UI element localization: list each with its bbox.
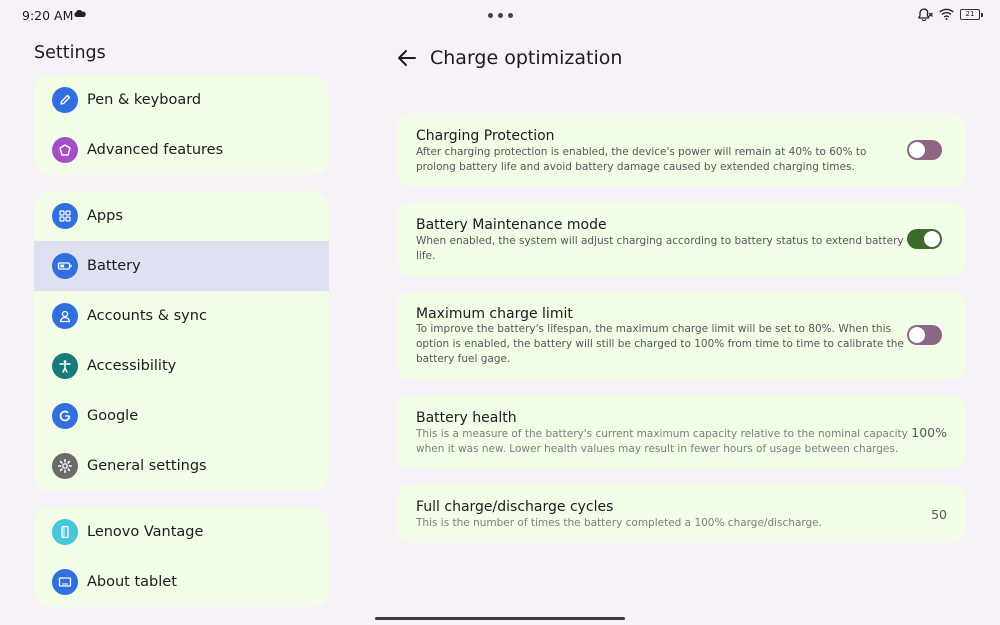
sidebar-item-lenovo-vantage[interactable]: [34, 507, 329, 557]
card-description: [416, 516, 822, 531]
card-description-line: prolong battery life and avoid battery damage caused by extended charging times.: [416, 161, 855, 173]
status-time: 9:20 AM: [22, 8, 74, 23]
sidebar-item-battery[interactable]: [34, 241, 329, 291]
status-icons: [917, 7, 980, 21]
sidebar-item-advanced-features[interactable]: [34, 125, 329, 175]
status-bar: [0, 0, 1000, 30]
sidebar-item-label: Google: [87, 408, 139, 424]
card-description-line: This is the number of times the battery completed a 100% charge/discharge.: [416, 517, 822, 529]
cloud-icon: [74, 10, 86, 17]
sidebar-item-apps[interactable]: [34, 191, 329, 241]
card-description-line: life.: [416, 250, 436, 262]
settings-group-1: [34, 75, 329, 175]
sidebar-title: Settings: [34, 43, 106, 63]
notifications-muted-icon: [917, 7, 933, 21]
sidebar-item-label: General settings: [87, 458, 207, 474]
battery-health-card: [397, 395, 966, 469]
sidebar-item-label: About tablet: [87, 574, 177, 590]
sidebar-item-google[interactable]: [34, 391, 329, 441]
sidebar-item-label: Lenovo Vantage: [87, 524, 204, 540]
sidebar-item-label: Battery: [87, 258, 141, 274]
advanced-icon: [52, 137, 78, 163]
settings-sidebar: [0, 30, 362, 625]
page-title: Charge optimization: [430, 47, 623, 69]
account-icon: [52, 303, 78, 329]
vantage-icon: [52, 519, 78, 545]
toggle-knob: [909, 142, 925, 158]
max-charge-limit-card[interactable]: [397, 291, 966, 380]
toggle-knob: [909, 327, 925, 343]
sidebar-item-pen-keyboard[interactable]: [34, 75, 329, 125]
back-arrow-icon[interactable]: [395, 46, 419, 70]
battery-icon: [52, 253, 78, 279]
charge-cycles-value: 50: [931, 507, 947, 522]
settings-group-2: [34, 191, 329, 491]
accessibility-icon: [52, 353, 78, 379]
sidebar-item-accounts-sync[interactable]: [34, 291, 329, 341]
gear-icon: [52, 453, 78, 479]
sidebar-item-general-settings[interactable]: [34, 441, 329, 491]
multitask-dots-icon[interactable]: [488, 13, 513, 18]
card-description-line: To improve the battery's lifespan, the maximum charge limit will be set to 80%. When this: [416, 323, 891, 335]
toggle-knob: [924, 231, 940, 247]
apps-icon: [52, 203, 78, 229]
sidebar-item-label: Advanced features: [87, 142, 224, 158]
card-description-line: option is enabled, the battery will still be charged to 100% from time to time to calibrate the: [416, 338, 904, 350]
card-description: [416, 234, 904, 264]
card-description: [416, 322, 904, 367]
charging-protection-toggle[interactable]: [907, 140, 942, 160]
card-description-line: battery fuel gage.: [416, 353, 511, 365]
wifi-icon: [939, 8, 954, 20]
card-description-line: When enabled, the system will adjust charging according to battery status to extend battery: [416, 235, 904, 247]
sidebar-item-label: Accessibility: [87, 358, 177, 374]
card-description-line: This is a measure of the battery's current maximum capacity relative to the nominal capacity: [416, 428, 908, 440]
battery-maintenance-card[interactable]: [397, 202, 966, 276]
battery-status-icon: 21: [960, 9, 980, 20]
battery-health-value: 100%: [911, 425, 947, 440]
card-description: [416, 145, 866, 175]
charge-cycles-card: [397, 484, 966, 543]
card-description-line: After charging protection is enabled, the device's power will remain at 40% to 60% to: [416, 146, 867, 158]
sidebar-item-label: Accounts & sync: [87, 308, 207, 324]
sidebar-item-label: Pen & keyboard: [87, 92, 202, 108]
home-indicator[interactable]: [375, 617, 625, 620]
card-description: [416, 427, 908, 457]
card-title: Battery health: [416, 410, 517, 426]
google-icon: [52, 403, 78, 429]
settings-group-3: [34, 507, 329, 607]
charging-protection-card[interactable]: [397, 113, 966, 187]
sidebar-item-label: Apps: [87, 208, 123, 224]
card-title: Maximum charge limit: [416, 306, 573, 322]
battery-maintenance-toggle[interactable]: [907, 229, 942, 249]
sidebar-item-about-tablet[interactable]: [34, 557, 329, 607]
sidebar-item-accessibility[interactable]: [34, 341, 329, 391]
pen-icon: [52, 87, 78, 113]
tablet-icon: [52, 569, 78, 595]
card-description-line: when it was new. Lower health values may result in fewer hours of usage between charges.: [416, 443, 899, 455]
card-title: Charging Protection: [416, 128, 555, 144]
card-title: Full charge/discharge cycles: [416, 499, 614, 515]
max-charge-limit-toggle[interactable]: [907, 325, 942, 345]
card-title: Battery Maintenance mode: [416, 217, 607, 233]
